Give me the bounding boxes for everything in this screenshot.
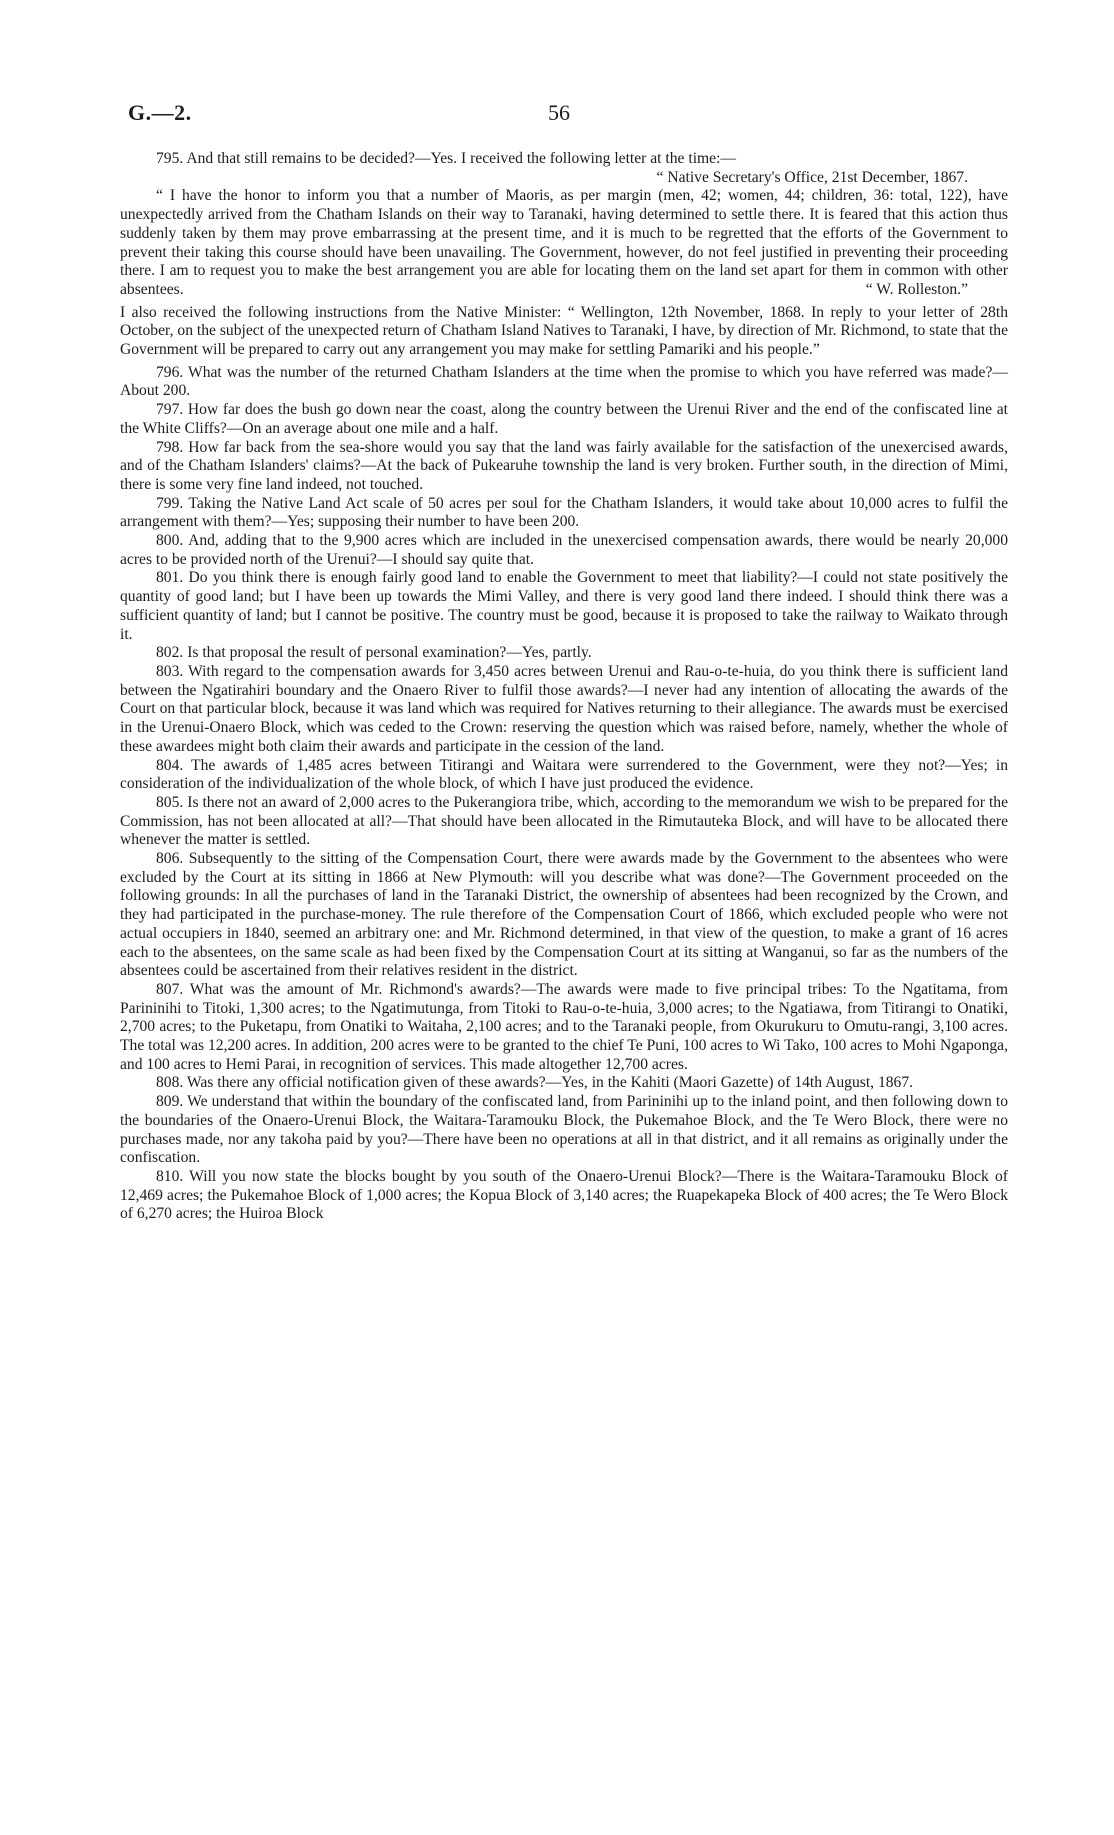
page-header <box>128 100 1008 130</box>
paragraph-806: 806. Subsequently to the sitting of the Compensation Court, there were awards made by the Government to the absentees who were excluded by the Court at its sitting in 1866 at New Plymouth: will you describe what was done?—The Government proceeded on the following grounds: In all the purchases of land in the Taranaki District, the ownership of absentees had been recognized by the Crown, and they had participated in the purchase-money. The rule therefore of the Compensation Court of 1866, which excluded people who were not actual occupiers in 1840, seemed an arbitrary one: and Mr. Richmond determined, in that view of the question, to make a grant of 16 acres each to the absentees, on the same scale as had been fixed by the Compensation Court at its sitting at Wanganui, so far as the numbers of the absentees could be ascertained from their relatives resident in the district. <box>120 850 1008 980</box>
paragraph-803: 803. With regard to the compensation awards for 3,450 acres between Urenui and Rau-o-te-huia, do you think there is sufficient land between the Ngatirahiri boundary and the Onaero River to fulfil those awards?—I never had any intention of allocating the awards of the Court on that particular block, because it was land which was required for Natives returning to their allegiance. The awards must be exercised in the Urenui-Onaero Block, which was ceded to the Crown: reserving the question which was raised before, namely, whether the whole of these awardees might both claim their awards and participate in the cession of the land. <box>120 663 1008 755</box>
paragraph-795: 795. And that still remains to be decided?—Yes. I received the following letter at the time:— <box>156 150 737 167</box>
paragraph-805: 805. Is there not an award of 2,000 acres to the Pukerangiora tribe, which, according to the memorandum we wish to be prepared for the Commission, has not been allocated at all?—That should have been allocated in the Rimutauteka Block, and will have to be allocated there whenever the matter is settled. <box>120 793 1008 849</box>
paragraph-796: 796. What was the number of the returned Chatham Islanders at the time when the promise to which you have referred was made?—About 200. <box>120 363 1008 400</box>
document-reference: G.—2. <box>128 100 192 125</box>
letter-signature: “ W. Rolleston.” <box>865 280 968 298</box>
paragraph-808: 808. Was there any official notification given of these awards?—Yes, in the Kahiti (Maori Gazette) of 14th August, 1867. <box>156 1074 914 1092</box>
letter-heading: “ Native Secretary's Office, 21st December, 1867. <box>656 168 968 186</box>
paragraph-810: 810. Will you now state the blocks bought by you south of the Onaero-Urenui Block?—There is the Waitara-Taramouku Block of 12,469 acres; the Pukemahoe Block of 1,000 acres; the Kopua Block of 3,140 acres; the Ruapekapeka Block of 400 acres; the Te Wero Block of 6,270 acres; the Huiroa Block <box>120 1167 1008 1223</box>
paragraph-807: 807. What was the amount of Mr. Richmond's awards?—The awards were made to five principal tribes: To the Ngatitama, from Parininihi to Titoki, 1,300 acres; to the Ngatimutunga, from Titoki to Rau-o-te-huia, 3,000 acres; to the Ngatiawa, from Titirangi to Onatiki, 2,700 acres; to the Puketapu, from Onatiki to Waitaha, 2,100 acres; and to the Taranaki people, from Okurukuru to Omutu-rangi, 3,100 acres. The total was 12,200 acres. In addition, 200 acres were to be granted to the chief Te Puni, 100 acres to Wi Tako, 100 acres to Mohi Ngaponga, and 100 acres to Hemi Parai, in recognition of services. This made altogether 12,700 acres. <box>120 980 1008 1073</box>
paragraph-797: 797. How far does the bush go down near the coast, along the country between the Urenui River and the end of the confiscated line at the White Cliffs?—On an average about one mile and a half. <box>120 401 1008 437</box>
paragraph-instructions: I also received the following instructions from the Native Minister: “ Wellington, 12th November, 1868. In reply to your letter of 28th October, on the subject of the unexpected return of Chatham Island Natives to Taranaki, I have, by direction of Mr. Richmond, to state that the Government will be prepared to carry out any arrangement you may make for settling Pamariki and his people.” <box>120 303 1008 359</box>
paragraph-804: 804. The awards of 1,485 acres between Titirangi and Waitara were surrendered to the Government, were they not?—Yes; in consideration of the individualization of the whole block, of which I have just produced the evidence. <box>120 756 1008 793</box>
letter-body: “ I have the honor to inform you that a number of Maoris, as per margin (men, 42; women, 44; children, 36: total, 122), have unexpectedly arrived from the Chatham Islands on their way to Taranaki, having determined to settle there. It is feared that this action thus suddenly taken by them may prove embarrassing at the present time, and it is much to be regretted that the efforts of the Government to prevent their taking this course should have been unavailing. The Government, however, do not feel justified in preventing their proceeding there. I am to request you to make the best arrangement you are able for locating them on the land set apart for them in common with other absentees. <box>120 187 1008 298</box>
page-number: 56 <box>548 100 570 125</box>
paragraph-802: 802. Is that proposal the result of personal examination?—Yes, partly. <box>156 644 592 662</box>
paragraph-799: 799. Taking the Native Land Act scale of 50 acres per soul for the Chatham Islanders, it would take about 10,000 acres to fulfil the arrangement with them?—Yes; supposing their number to have been 200. <box>120 494 1008 531</box>
document-body <box>120 150 1008 1224</box>
paragraph-809: 809. We understand that within the boundary of the confiscated land, from Parininihi up to the inland point, and then following down to the boundaries of the Onaero-Urenui Block, the Waitara-Taramouku Block, the Pukemahoe Block, and the Te Wero Block, there were no purchases made, nor any takoha paid by you?—There have been no operations at all in that district, and it all remains as originally under the confiscation. <box>120 1093 1008 1167</box>
paragraph-800: 800. And, adding that to the 9,900 acres which are included in the unexercised compensation awards, there would be nearly 20,000 acres to be provided north of the Urenui?—I should say quite that. <box>120 532 1008 568</box>
paragraph-801: 801. Do you think there is enough fairly good land to enable the Government to meet that liability?—I could not state positively the quantity of good land; but I have been up towards the Mimi Valley, and there is very good land there indeed. I should think there was a sufficient quantity of land; but I cannot be positive. The country must be good, because it is proposed to take the railway to Waikato through it. <box>120 569 1008 643</box>
paragraph-798: 798. How far back from the sea-shore would you say that the land was fairly available for the satisfaction of the unexercised awards, and of the Chatham Islanders' claims?—At the back of Pukearuhe township the land is very broken. Further south, in the direction of Mimi, there is some very fine land indeed, not touched. <box>120 438 1008 493</box>
